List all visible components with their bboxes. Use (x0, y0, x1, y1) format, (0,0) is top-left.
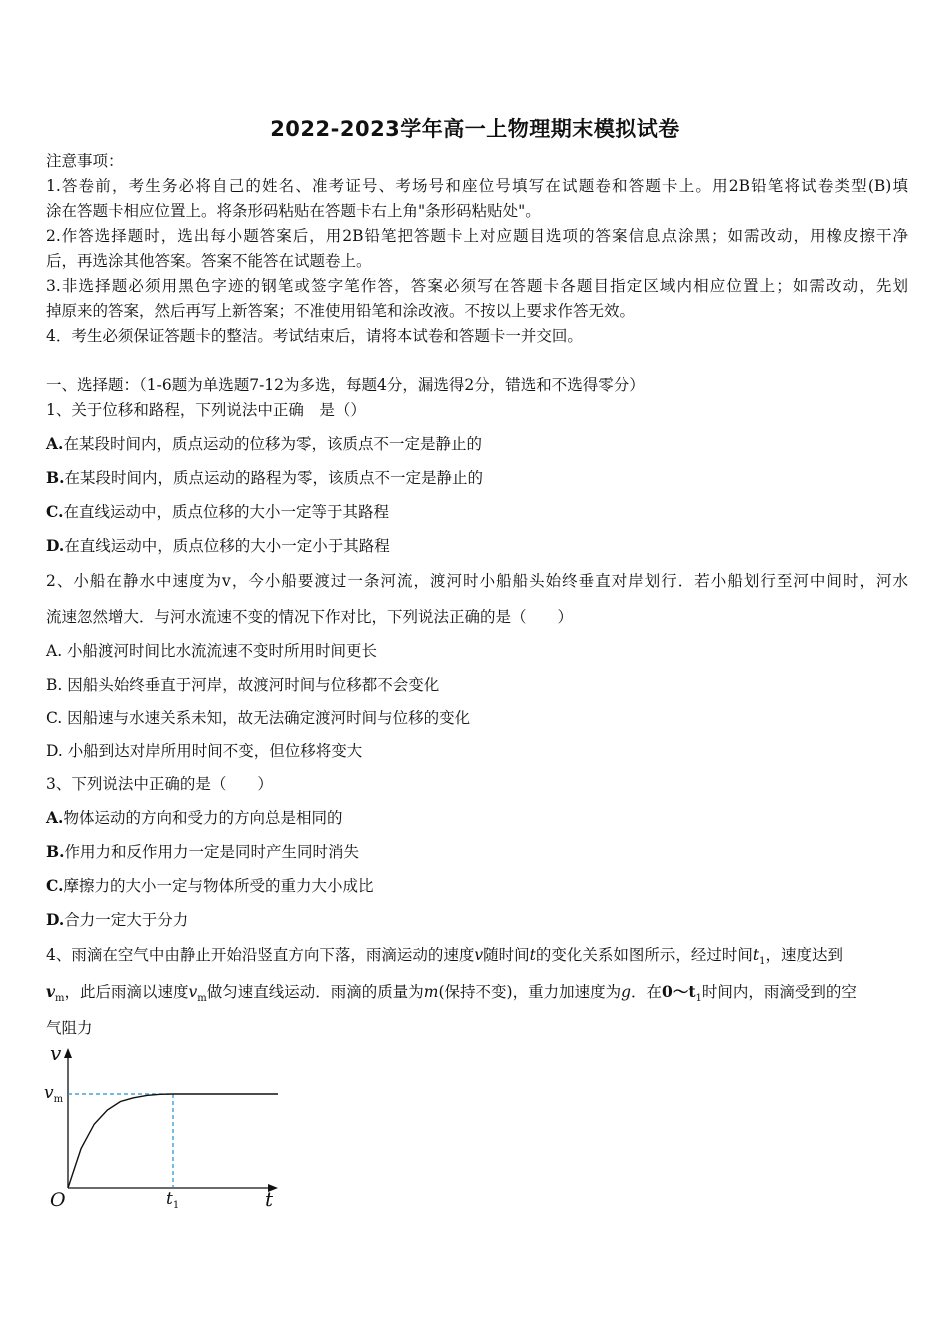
q3-stem: 3、下列说法中正确的是（ ） (46, 775, 273, 793)
q3-option-b (46, 840, 908, 864)
var-vm: v (46, 982, 56, 1001)
text: 时间内，雨滴受到的空 (701, 983, 857, 1001)
var-vm: v (188, 983, 198, 1001)
option-text: 在直线运动中，质点位移的大小一定等于其路程 (63, 503, 389, 521)
notice-item-2-cont: 后，再选涂其他答案。答案不能答在试题卷上。 (46, 252, 372, 270)
var-g: g (621, 983, 632, 1001)
option-label: A. (46, 808, 64, 827)
option-label: D. (46, 536, 65, 555)
section-heading: 一、选择题：（1-6题为单选题7-12为多选，每题4分，漏选得2分，错选和不选得零分） (46, 376, 645, 394)
notice-item-3-cont: 掉原来的答案，然后再写上新答案；不准使用铅笔和涂改液。不按以上要求作答无效。 (46, 302, 636, 320)
notice-item-2: 2.作答选择题时，选出每小题答案后，用2B铅笔把答题卡上对应题目选项的答案信息点涂黑；如需改动，用橡皮擦干净 (46, 227, 908, 245)
q2-option-b: B. 因船头始终垂直于河岸，故渡河时间与位移都不会变化 (46, 676, 440, 694)
tick-sub: 1 (172, 1200, 180, 1211)
q2-stem-line2: 流速忽然增大．与河水流速不变的情况下作对比，下列说法正确的是（ ） (46, 608, 574, 626)
text: ，此后雨滴以速度 (64, 983, 189, 1001)
text: 的变化关系如图所示，经过时间 (535, 946, 753, 964)
subscript: 1 (695, 993, 702, 1005)
text: 4、雨滴在空气中由静止开始沿竖直方向下落，雨滴运动的速度 (46, 946, 475, 964)
text: (保持不变)，重力加速度为 (438, 983, 622, 1001)
var-v: v (474, 946, 484, 964)
tick-text: t (166, 1189, 173, 1209)
text: 随时间 (483, 946, 530, 964)
q4-stem-line1 (46, 943, 908, 974)
var-t: t (529, 946, 536, 964)
origin-label: O (50, 1189, 66, 1211)
text: ，速度达到 (765, 946, 844, 964)
time-range: 0～t (662, 982, 696, 1001)
option-label: B. (46, 468, 65, 487)
page-title: 2022-2023学年高一上物理期末模拟试卷 (270, 117, 680, 141)
y-tick-label (44, 1083, 64, 1105)
q4-stem-line3: 气阻力 (46, 1019, 93, 1037)
option-label: D. (46, 910, 65, 929)
q3-option-c (46, 874, 908, 898)
x-tick-label (166, 1189, 179, 1211)
notice-item-3: 3.非选择题必须用黑色字迹的钢笔或签字笔作答，答案必须写在答题卡各题目指定区域内相应位置上；如需改动，先划 (46, 277, 908, 295)
option-text: 物体运动的方向和受力的方向总是相同的 (63, 809, 343, 827)
q1-option-d (46, 534, 908, 558)
subscript: 1 (759, 956, 766, 968)
text: ．在 (631, 983, 663, 1001)
q3-option-d (46, 908, 908, 932)
option-label: B. (46, 842, 65, 861)
q1-option-b (46, 466, 908, 490)
q4-stem-line2 (46, 980, 908, 1011)
option-label: A. (46, 434, 64, 453)
q1-stem: 1、关于位移和路程，下列说法中正确 是（） (46, 401, 366, 419)
q1-option-a (46, 432, 908, 456)
option-text: 摩擦力的大小一定与物体所受的重力大小成比 (63, 877, 374, 895)
text: 做匀速直线运动．雨滴的质量为 (206, 983, 424, 1001)
notice-heading: 注意事项： (46, 152, 124, 170)
q2-option-c: C. 因船速与水速关系未知，故无法确定渡河时间与位移的变化 (46, 709, 471, 727)
option-text: 在某段时间内，质点运动的位移为零，该质点不一定是静止的 (63, 435, 482, 453)
q2-stem-line1: 2、小船在静水中速度为v，今小船要渡过一条河流，渡河时小船船头始终垂直对岸划行．若小船划行至河中间时，河水 (46, 572, 908, 590)
vt-graph (38, 1040, 288, 1220)
q2-option-d: D. 小船到达对岸所用时间不变，但位移将变大 (46, 742, 363, 760)
notice-item-4: 4．考生必须保证答题卡的整洁。考试结束后，请将本试卷和答题卡一并交回。 (46, 327, 583, 345)
notice-item-1-cont: 涂在答题卡相应位置上。将条形码粘贴在答题卡右上角"条形码粘贴处"。 (46, 202, 541, 220)
q1-option-c (46, 500, 908, 524)
q2-option-a: A. 小船渡河时间比水流流速不变时所用时间更长 (46, 642, 378, 660)
option-label: C. (46, 502, 64, 521)
option-text: 在某段时间内，质点运动的路程为零，该质点不一定是静止的 (64, 469, 484, 487)
subscript: m (55, 993, 65, 1005)
y-axis-arrow (64, 1048, 72, 1058)
option-text: 在直线运动中，质点位移的大小一定小于其路程 (64, 537, 390, 555)
tick-text: v (44, 1083, 54, 1103)
x-axis-label: t (265, 1187, 274, 1211)
q3-option-a (46, 806, 908, 830)
option-text: 合力一定大于分力 (64, 911, 189, 929)
tick-sub: m (53, 1094, 64, 1105)
var-t1: t (752, 946, 760, 964)
subscript: m (197, 993, 207, 1005)
y-axis-label: v (50, 1041, 62, 1065)
option-text: 作用力和反作用力一定是同时产生同时消失 (64, 843, 360, 861)
option-label: C. (46, 876, 64, 895)
var-m: m (423, 983, 439, 1001)
notice-item-1: 1.答卷前，考生务必将自己的姓名、准考证号、考场号和座位号填写在试题卷和答题卡上。用2B铅笔将试卷类型(B)填 (46, 177, 908, 195)
